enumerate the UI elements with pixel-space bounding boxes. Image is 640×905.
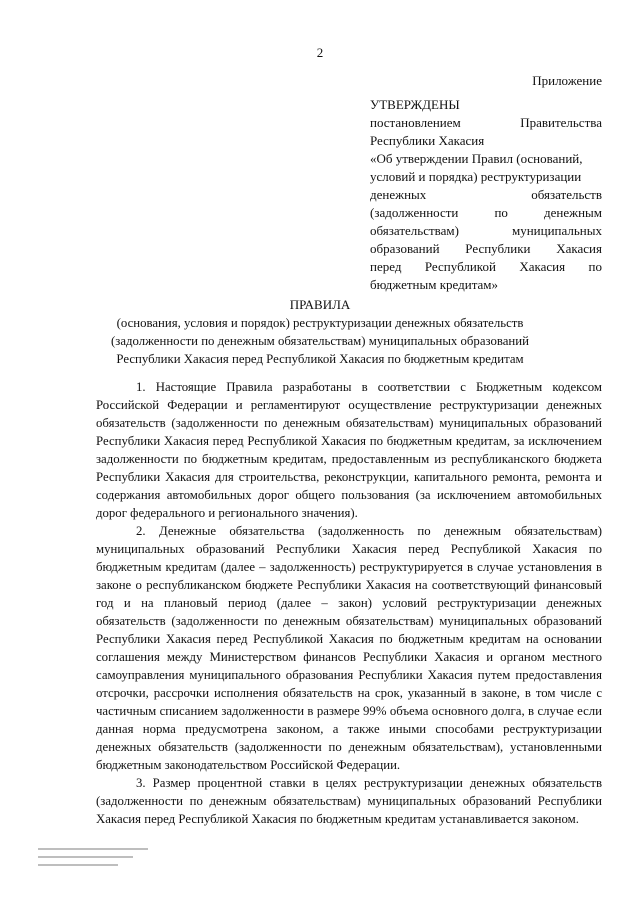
rules-heading	[0, 296, 640, 368]
appendix-line: Республики Хакасия	[370, 133, 485, 148]
appendix-line: постановлением Правительства	[370, 115, 602, 130]
page-number: 2	[316, 45, 324, 60]
rules-subtitle-line: (основания, условия и порядок) реструктуризации денежных обязательств	[116, 316, 524, 330]
appendix-line: денежных обязательств	[370, 187, 602, 202]
appendix-line: перед Республикой Хакасия по	[370, 259, 602, 274]
appendix-line: условий и порядка) реструктуризации	[370, 169, 582, 184]
appendix-line: «Об утверждении Правил (оснований,	[370, 151, 583, 166]
appendix-line: образований Республики Хакасия	[370, 241, 602, 256]
paragraph-1: 1. Настоящие Правила разработаны в соответствии с Бюджетным кодексом Российской Федерации и регламентируют осуществление реструктуризации денежных обязательств (задолженности по денежным обязательствам) муниципальных образований Республики Хакасия перед Республикой Хакасия по бюджетным кредитам, за исключением задолженности по бюджетным кредитам, предоставленным из республиканского бюджета Республики Хакасия для строительства, реконструкции, капитального ремонта, ремонта и содержания автомобильных дорог общего пользования (за исключением автомобильных дорог федерального и регионального значения).	[96, 380, 602, 520]
paragraph-3: 3. Размер процентной ставки в целях реструктуризации денежных обязательств (задолженности по денежным обязательствам) муниципальных образований Республики Хакасия перед Республикой Хакасия по бюджетным кредитам устанавливается законом.	[96, 776, 602, 826]
rules-title: ПРАВИЛА	[289, 297, 351, 312]
appendix-line: бюджетным кредитам»	[370, 277, 499, 292]
rules-subtitle-line: (задолженности по денежным обязательствам) муниципальных образований	[111, 334, 529, 348]
approved-heading: УТВЕРЖДЕНЫ	[370, 97, 460, 112]
rules-body	[96, 378, 602, 828]
appendix-block	[370, 72, 602, 294]
rules-subtitle-line: Республики Хакасия перед Республикой Хакасия по бюджетным кредитам	[116, 352, 524, 366]
appendix-line: (задолженности по денежным	[370, 205, 602, 220]
appendix-label: Приложение	[532, 73, 602, 88]
faded-stamp	[38, 842, 156, 874]
paragraph-2: 2. Денежные обязательства (задолженность по денежным обязательствам) муниципальных образований Республики Хакасия перед Республикой Хакасия по бюджетным кредитам (далее – задолженность) реструктурируется в случае установления в законе о республиканском бюджете Республики Хакасия на соответствующий финансовый год и на плановый период (далее – закон) условий реструктуризации денежных обязательств (задолженности по денежным обязательствам) муниципальных образований Республики Хакасия перед Республикой Хакасия по бюджетным кредитам на основании соглашения между Министерством финансов Республики Хакасия и органом местного самоуправления муниципального образования Республики Хакасия путем предоставления отсрочки, рассрочки исполнения обязательств на срок, указанный в законе, в том числе с частичным списанием задолженности в размере 99% объема основного долга, в случае если данная норма предусмотрена законом, а также иными способами реструктуризации денежных обязательств (задолженности по денежным обязательствам), установленными бюджетным законодательством Российской Федерации.	[96, 524, 602, 772]
appendix-line: обязательствам) муниципальных	[370, 223, 602, 238]
